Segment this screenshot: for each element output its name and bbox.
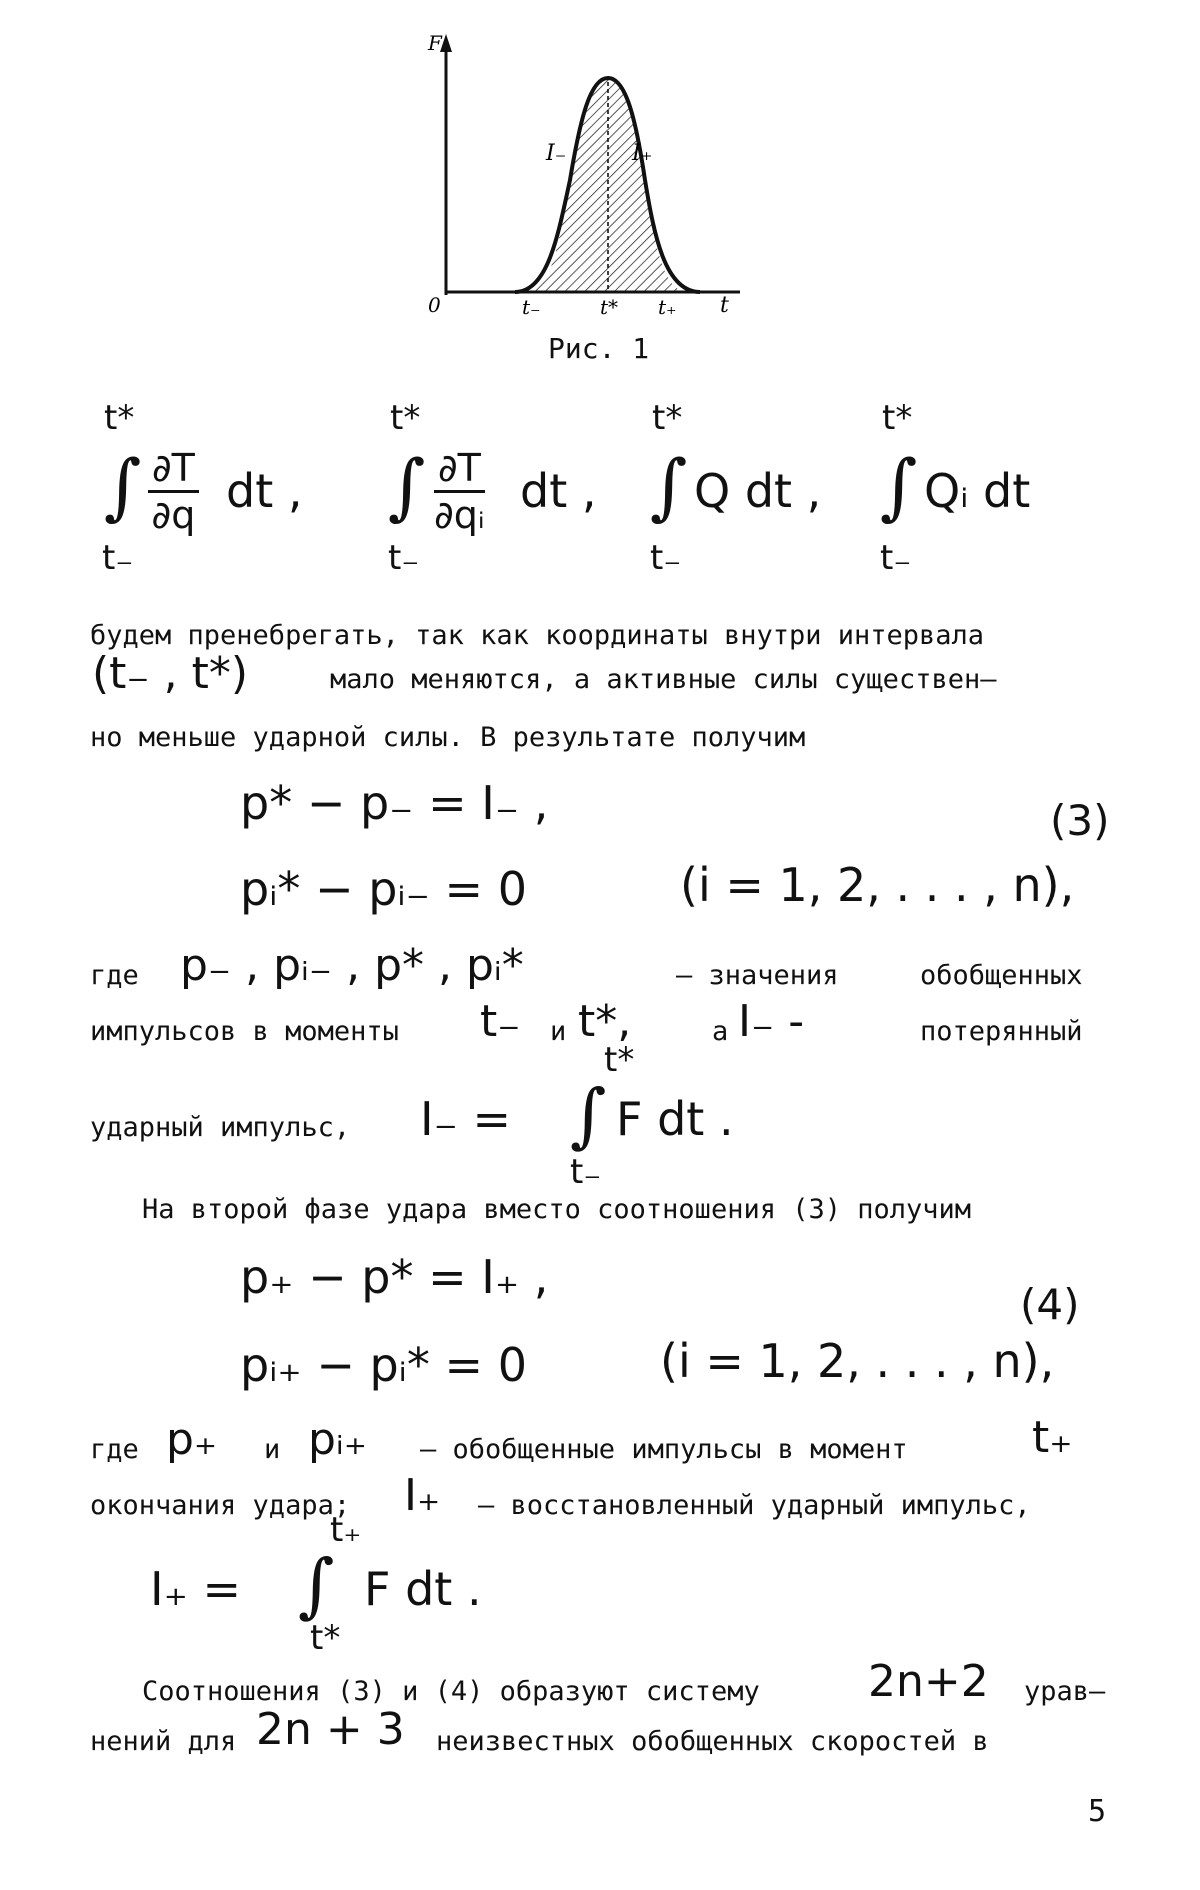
eq3-number: (3) [1050,796,1110,845]
axis-y-label: F [428,31,442,55]
integral-1-fraction [148,446,199,537]
para1-line2: мало меняются, а активные силы существен– [330,664,997,695]
integral-sign: ∫ [650,444,688,528]
para2-text1: – значения [676,960,839,991]
integral-1-num: ∂T [148,446,199,493]
para5-math-2n2: 2n+2 [868,1656,989,1707]
tick-minus-label: t₋ [522,295,541,319]
integral-4-upper: t* [882,398,913,438]
integral-2-upper: t* [390,398,421,438]
tick-plus-label: t₊ [658,295,677,319]
para2-text1b: обобщенных [920,960,1083,991]
para2-text2: потерянный [920,1016,1083,1047]
para4-text1: – обобщенные импульсы в момент [420,1434,908,1465]
integral-2-den: ∂qᵢ [434,493,485,537]
para4-text2: – восстановленный ударный импульс, [478,1490,1031,1521]
para2-line3: ударный импульс, [90,1112,351,1143]
integral-sign: ∫ [388,444,426,528]
para4-math-Iplus: I₊ [404,1470,441,1521]
eq4-line1: p₊ − p* = I₊ , [240,1250,549,1304]
para1-line3: но меньше ударной силы. В результате получим [90,722,806,753]
origin-label: 0 [428,293,441,317]
integrals-row [96,398,1096,578]
integral-2-tail: dt , [520,464,597,518]
axis-x-label: t [720,293,729,318]
integral-sign: ∫ [298,1544,335,1626]
integral-sign: ∫ [880,444,918,528]
area-left-label: I₋ [546,141,567,166]
eq4-line2: pᵢ₊ − pᵢ* = 0 [240,1338,527,1392]
integral-1-den: ∂q [151,493,196,537]
para4-formula-lower: t* [310,1618,341,1658]
para5-line2a: нений для [90,1726,237,1757]
para4-math-pplus: p₊ [166,1414,218,1465]
figure-caption: Рис. 1 [548,332,650,365]
para2-math-Iminus: I₋ - [738,996,805,1047]
integral-4 [872,398,1092,578]
para4-formula-upper: t₊ [330,1510,362,1550]
para4-math-tplus: t₊ [1032,1412,1073,1463]
para2-math-momenta: p₋ , pᵢ₋ , p* , pᵢ* [180,940,524,991]
area-right-label: I₊ [632,141,653,166]
integral-3-lower: t₋ [650,538,682,578]
para2-math-tstar: t*, [578,996,632,1047]
para2-a: а [712,1016,729,1047]
integral-2 [382,398,632,578]
para2-formula [420,1040,780,1190]
eq3-condition: (i = 1, 2, . . . , n), [680,858,1075,912]
page-number: 5 [1088,1794,1107,1829]
integral-3-upper: t* [652,398,683,438]
integral-sign: ∫ [570,1074,607,1156]
integral-2-lower: t₋ [388,538,420,578]
para2-formula-lhs: I₋ = [420,1092,512,1146]
para2-line2a: импульсов в моменты [90,1016,399,1047]
para2-formula-upper: t* [604,1040,635,1080]
para2-formula-lower: t₋ [570,1152,602,1192]
integral-2-fraction [434,446,485,537]
para4-formula [150,1510,570,1660]
integral-4-body: Qᵢ dt [924,464,1031,518]
integral-1-lower: t₋ [102,538,134,578]
para4-formula-lhs: I₊ = [150,1562,242,1616]
para3: На второй фазе удара вместо соотношения (3) получим [142,1194,972,1225]
impulse-plot [420,30,750,320]
eq3-line1: p* − p₋ = I₋ , [240,776,549,830]
eq4-condition: (i = 1, 2, . . . , n), [660,1334,1055,1388]
para1-line1: будем пренебрегать, так как координаты внутри интервала [90,620,985,651]
para5-math-2n3: 2n + 3 [256,1704,405,1755]
eq3-line2: pᵢ* − pᵢ₋ = 0 [240,862,527,916]
para4-line2a: окончания удара; [90,1490,351,1521]
para4-gde: где [90,1434,139,1465]
integral-4-lower: t₋ [880,538,912,578]
para2-formula-body: F dt . [616,1092,734,1146]
tick-star-label: t* [600,295,619,319]
integral-2-num: ∂T [434,446,485,493]
para5-line1b: урав– [1024,1676,1106,1707]
para4-formula-body: F dt . [364,1562,482,1616]
eq4-number: (4) [1020,1280,1080,1329]
para2-and: и [550,1016,567,1047]
integral-1 [96,398,336,578]
integral-1-upper: t* [104,398,135,438]
para4-and: и [264,1434,281,1465]
para2-gde: где [90,960,139,991]
integral-sign: ∫ [104,444,142,528]
para2-math-tminus: t₋ [480,996,521,1047]
para5-line2b: неизвестных обобщенных скоростей в [436,1726,989,1757]
integral-3-body: Q dt , [694,464,822,518]
para5-line1a: Соотношения (3) и (4) образуют систему [142,1676,760,1707]
integral-1-tail: dt , [226,464,303,518]
para1-math-interval: (t₋ , t*) [92,648,249,699]
figure-impulse-curve [420,30,750,320]
para4-math-piplus: pᵢ₊ [308,1414,368,1465]
integral-3 [642,398,862,578]
